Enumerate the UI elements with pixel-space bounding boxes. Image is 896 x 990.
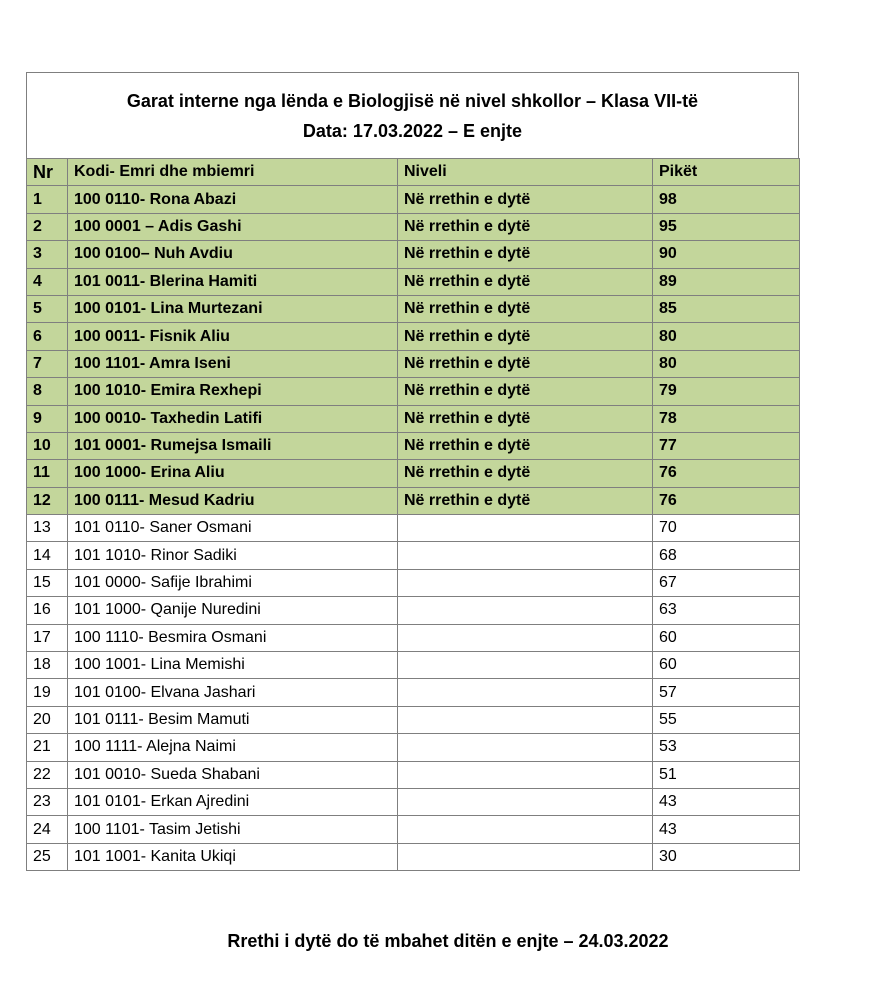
table-row: [27, 241, 800, 268]
row-level: Në rrethin e dytë: [398, 241, 653, 268]
row-points: 77: [653, 432, 800, 459]
row-name: 100 0010- Taxhedin Latifi: [68, 405, 398, 432]
row-points: 95: [653, 213, 800, 240]
table-row: [27, 761, 800, 788]
row-level: [398, 761, 653, 788]
table-row: [27, 652, 800, 679]
row-name: 101 0000- Safije Ibrahimi: [68, 569, 398, 596]
row-level: Në rrethin e dytë: [398, 378, 653, 405]
table-row: [27, 323, 800, 350]
row-nr: 1: [27, 186, 68, 213]
row-points: 30: [653, 843, 800, 870]
table-header-row: [27, 159, 800, 186]
title-box: [26, 72, 799, 158]
row-name: 100 1000- Erina Aliu: [68, 460, 398, 487]
row-points: 79: [653, 378, 800, 405]
row-nr: 7: [27, 350, 68, 377]
table-row: [27, 268, 800, 295]
row-level: Në rrethin e dytë: [398, 213, 653, 240]
row-nr: 10: [27, 432, 68, 459]
row-level: [398, 788, 653, 815]
row-name: 100 1101- Amra Iseni: [68, 350, 398, 377]
row-nr: 16: [27, 597, 68, 624]
table-row: [27, 569, 800, 596]
row-level: Në rrethin e dytë: [398, 432, 653, 459]
results-table: [26, 158, 800, 871]
row-points: 63: [653, 597, 800, 624]
table-row: [27, 186, 800, 213]
row-nr: 4: [27, 268, 68, 295]
row-nr: 24: [27, 816, 68, 843]
results-document: [26, 72, 799, 871]
row-level: Në rrethin e dytë: [398, 460, 653, 487]
row-points: 76: [653, 460, 800, 487]
row-nr: 18: [27, 652, 68, 679]
row-nr: 8: [27, 378, 68, 405]
table-row: [27, 597, 800, 624]
row-level: Në rrethin e dytë: [398, 268, 653, 295]
table-row: [27, 679, 800, 706]
row-name: 101 1000- Qanije Nuredini: [68, 597, 398, 624]
header-nr: Nr: [27, 159, 68, 186]
row-points: 80: [653, 323, 800, 350]
table-row: [27, 843, 800, 870]
row-points: 67: [653, 569, 800, 596]
row-points: 60: [653, 624, 800, 651]
row-points: 80: [653, 350, 800, 377]
row-nr: 11: [27, 460, 68, 487]
table-row: [27, 378, 800, 405]
row-nr: 12: [27, 487, 68, 514]
row-level: [398, 542, 653, 569]
table-row: [27, 460, 800, 487]
row-level: Në rrethin e dytë: [398, 295, 653, 322]
row-name: 101 0101- Erkan Ajredini: [68, 788, 398, 815]
row-points: 55: [653, 706, 800, 733]
row-name: 100 1010- Emira Rexhepi: [68, 378, 398, 405]
row-level: [398, 569, 653, 596]
row-level: Në rrethin e dytë: [398, 186, 653, 213]
row-name: 100 1001- Lina Memishi: [68, 652, 398, 679]
row-points: 76: [653, 487, 800, 514]
table-row: [27, 706, 800, 733]
row-name: 101 0100- Elvana Jashari: [68, 679, 398, 706]
row-name: 100 1110- Besmira Osmani: [68, 624, 398, 651]
header-level: Niveli: [398, 159, 653, 186]
document-date: Data: 17.03.2022 – E enjte: [302, 120, 523, 141]
row-level: [398, 597, 653, 624]
document-title: Garat interne nga lënda e Biologjisë në nivel shkollor – Klasa VII-të: [126, 90, 699, 111]
row-name: 100 0011- Fisnik Aliu: [68, 323, 398, 350]
row-level: Në rrethin e dytë: [398, 323, 653, 350]
row-name: 101 0110- Saner Osmani: [68, 515, 398, 542]
table-row: [27, 788, 800, 815]
row-points: 90: [653, 241, 800, 268]
row-level: [398, 624, 653, 651]
table-row: [27, 350, 800, 377]
table-row: [27, 515, 800, 542]
row-name: 100 1111- Alejna Naimi: [68, 734, 398, 761]
table-row: [27, 405, 800, 432]
row-nr: 23: [27, 788, 68, 815]
row-name: 100 0111- Mesud Kadriu: [68, 487, 398, 514]
row-points: 60: [653, 652, 800, 679]
row-nr: 6: [27, 323, 68, 350]
row-points: 68: [653, 542, 800, 569]
row-points: 85: [653, 295, 800, 322]
row-name: 100 1101- Tasim Jetishi: [68, 816, 398, 843]
row-name: 101 1010- Rinor Sadiki: [68, 542, 398, 569]
row-nr: 3: [27, 241, 68, 268]
row-name: 100 0100– Nuh Avdiu: [68, 241, 398, 268]
header-points: Pikët: [653, 159, 800, 186]
table-row: [27, 487, 800, 514]
header-name: Kodi- Emri dhe mbiemri: [68, 159, 398, 186]
row-points: 78: [653, 405, 800, 432]
table-row: [27, 624, 800, 651]
row-nr: 5: [27, 295, 68, 322]
table-row: [27, 734, 800, 761]
table-row: [27, 542, 800, 569]
row-level: [398, 652, 653, 679]
row-nr: 13: [27, 515, 68, 542]
row-nr: 21: [27, 734, 68, 761]
table-row: [27, 816, 800, 843]
row-name: 100 0110- Rona Abazi: [68, 186, 398, 213]
row-name: 100 0101- Lina Murtezani: [68, 295, 398, 322]
row-level: Në rrethin e dytë: [398, 405, 653, 432]
row-nr: 9: [27, 405, 68, 432]
row-nr: 15: [27, 569, 68, 596]
table-row: [27, 432, 800, 459]
row-nr: 20: [27, 706, 68, 733]
row-points: 57: [653, 679, 800, 706]
row-nr: 22: [27, 761, 68, 788]
row-level: [398, 515, 653, 542]
row-nr: 17: [27, 624, 68, 651]
row-nr: 2: [27, 213, 68, 240]
row-level: [398, 816, 653, 843]
row-level: Në rrethin e dytë: [398, 350, 653, 377]
row-level: Në rrethin e dytë: [398, 487, 653, 514]
row-level: [398, 679, 653, 706]
row-points: 89: [653, 268, 800, 295]
footer-note: Rrethi i dytë do të mbahet ditën e enjte – 24.03.2022: [227, 931, 669, 951]
row-name: 101 1001- Kanita Ukiqi: [68, 843, 398, 870]
row-name: 101 0010- Sueda Shabani: [68, 761, 398, 788]
row-points: 51: [653, 761, 800, 788]
row-level: [398, 706, 653, 733]
row-level: [398, 734, 653, 761]
row-name: 101 0001- Rumejsa Ismaili: [68, 432, 398, 459]
row-points: 53: [653, 734, 800, 761]
table-row: [27, 213, 800, 240]
row-points: 98: [653, 186, 800, 213]
row-nr: 19: [27, 679, 68, 706]
row-name: 101 0111- Besim Mamuti: [68, 706, 398, 733]
row-level: [398, 843, 653, 870]
row-points: 43: [653, 816, 800, 843]
row-points: 43: [653, 788, 800, 815]
row-points: 70: [653, 515, 800, 542]
row-nr: 25: [27, 843, 68, 870]
row-name: 101 0011- Blerina Hamiti: [68, 268, 398, 295]
table-row: [27, 295, 800, 322]
row-nr: 14: [27, 542, 68, 569]
row-name: 100 0001 – Adis Gashi: [68, 213, 398, 240]
